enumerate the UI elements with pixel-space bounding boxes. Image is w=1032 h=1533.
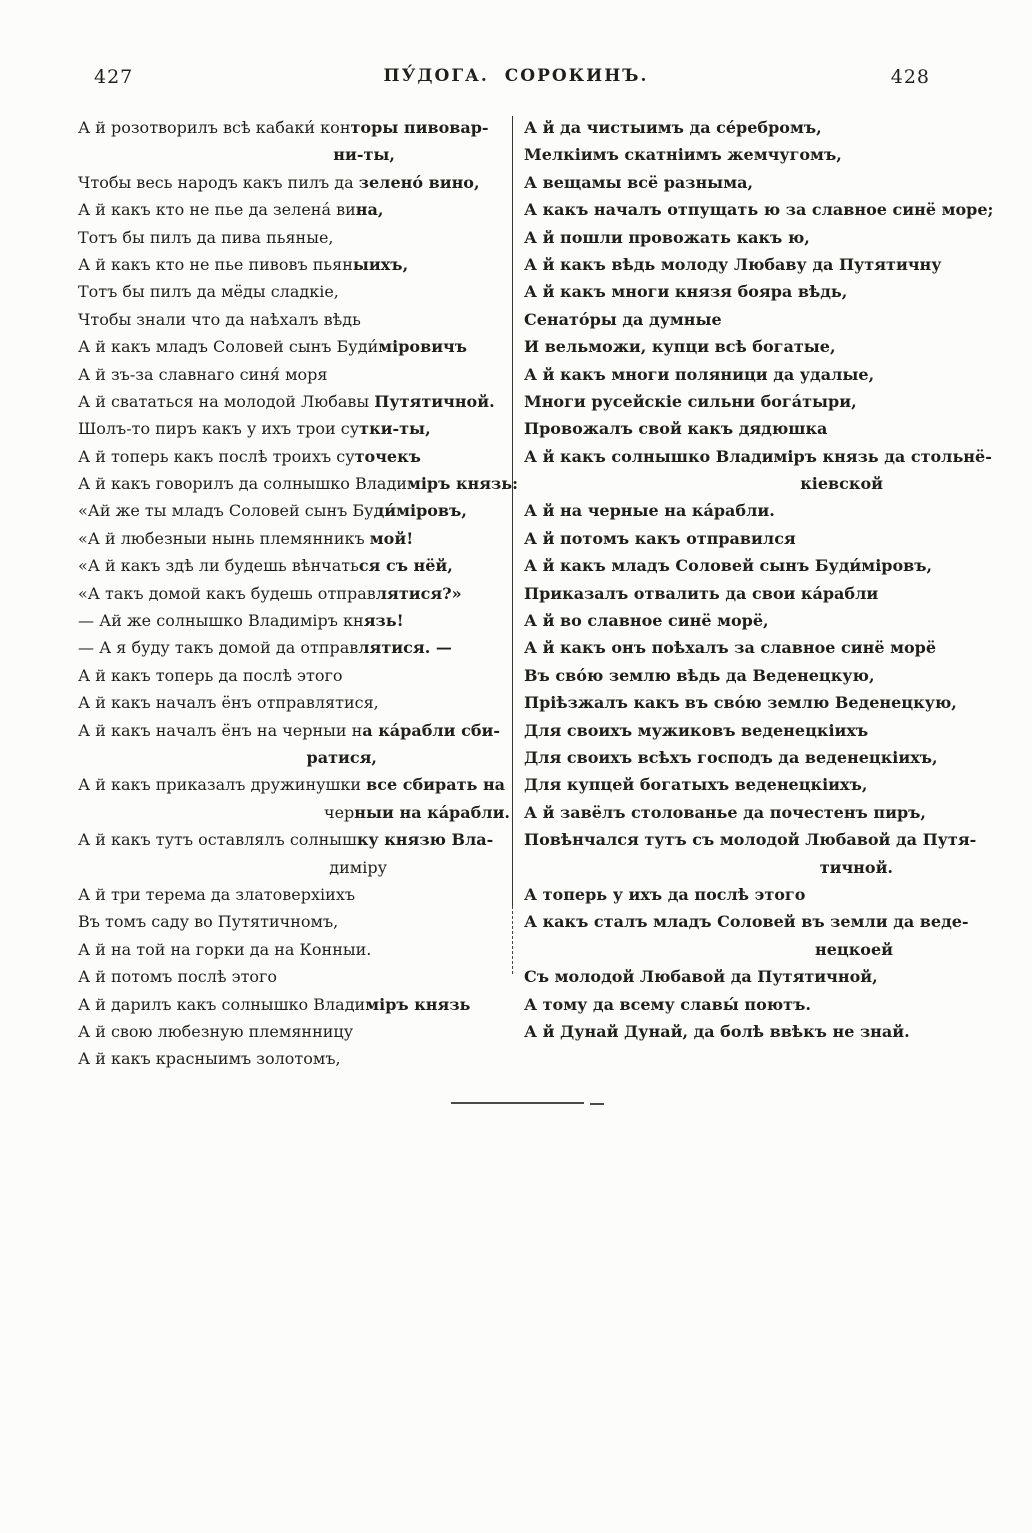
verse-line: Тотъ бы пилъ да мёды сладкіе,: [78, 282, 339, 302]
verse-line: А й зъ-за славнаго синя́ моря: [78, 364, 328, 384]
verse-line: А й Дунай Дунай, да болѣ ввѣкъ не знай.: [524, 1021, 910, 1041]
verse-line: А й топерь какъ послѣ троихъ суточекъ: [78, 446, 421, 466]
verse-line: А й какъ многи князя бояра вѣдь,: [524, 282, 848, 302]
verse-line: Приказалъ отвалить да свои ка́рабли: [524, 583, 879, 603]
verse-line: ратися,: [306, 747, 377, 767]
verse-line: А тому да всему славы́ поютъ.: [524, 994, 811, 1014]
verse-line: А й какъ говорилъ да солнышко Владиміръ князь:: [78, 474, 519, 494]
verse-line: А топерь у ихъ да послѣ этого: [524, 884, 806, 904]
verse-line: А й три терема да златоверхіихъ: [78, 884, 356, 904]
verse-line: А й розотворилъ всѣ кабаки́ конторы пивовар-: [78, 118, 489, 137]
verse-line: А й свататься на молодой Любавы Путятичной.: [78, 391, 495, 411]
verse-line: Повѣнчался тутъ съ молодой Любавой да Путя-: [524, 830, 977, 850]
verse-line: Въ сво́ю землю вѣдь да Веденецкую,: [524, 665, 875, 685]
verse-line: Чтобы весь народъ какъ пилъ да зелено́ вино,: [78, 172, 480, 192]
verse-line: черныи на ка́рабли.: [324, 802, 510, 822]
verse-line: А й какъ многи поляници да удалые,: [524, 364, 875, 384]
verse-line: А й потомъ какъ отправился: [524, 528, 796, 548]
verse-line: А й потомъ послѣ этого: [78, 967, 278, 987]
verse-line: А й какъ тутъ оставлялъ солнышку князю Вла-: [78, 830, 494, 850]
verse-line: А й какъ началъ ёнъ на черныи на ка́рабли сби-: [78, 720, 501, 740]
section-divider-dash: [590, 1103, 604, 1105]
verse-line: диміру: [329, 857, 387, 877]
column-divider-line: [512, 116, 513, 906]
verse-line: А й дарилъ какъ солнышко Владиміръ князь: [78, 994, 471, 1014]
verse-line: Мелкіимъ скатніимъ жемчугомъ,: [524, 145, 842, 165]
verse-line: ни-ты,: [333, 145, 395, 165]
verse-line: А какъ началъ отпущать ю за славное синё море;: [524, 200, 994, 220]
verse-line: Провожалъ свой какъ дядюшка: [524, 419, 828, 439]
verse-line: нецкоей: [815, 939, 893, 959]
verse-line: А й какъ кто не пье пивовъ пьяныихъ,: [78, 254, 409, 274]
verse-line: тичной.: [819, 857, 893, 877]
column-divider-line-dashed: [512, 906, 513, 974]
verse-line: Для своихъ всѣхъ господъ да веденецкіихъ,: [524, 747, 938, 767]
verse-line: А какъ сталъ младъ Соловей въ земли да веде-: [524, 912, 969, 932]
verse-line: А й да чистыимъ да се́ребромъ,: [524, 118, 822, 137]
verse-line: И вельможи, купци всѣ богатые,: [524, 337, 836, 357]
verse-line: — А я буду такъ домой да отправлятися. —: [78, 638, 452, 658]
page-number-left: 427: [94, 66, 134, 88]
verse-line: А вещамы всё разныма,: [524, 172, 754, 192]
verse-line: «А й любезныи нынь племянникъ мой!: [78, 528, 414, 548]
verse-line: «Ай же ты младъ Соловей сынъ Буди́міровъ,: [78, 501, 467, 521]
verse-line: А й завёлъ столованье да почестенъ пиръ,: [524, 802, 926, 822]
verse-line: А й какъ приказалъ дружинушки все сбирать на: [78, 775, 506, 795]
verse-line: Для купцей богатыхъ веденецкіихъ,: [524, 775, 868, 795]
verse-line: А й какъ онъ поѣхалъ за славное синё морё: [524, 638, 937, 658]
verse-line: А й свою любезную племянницу: [78, 1021, 354, 1041]
verse-line: Шолъ-то пиръ какъ у ихъ трои сутки-ты,: [78, 419, 431, 439]
verse-line: А й во славное синё морё,: [524, 611, 769, 631]
verse-line: А й какъ кто не пье да зелена́ вина,: [78, 200, 384, 220]
verse-line: А й какъ красныимъ золотомъ,: [78, 1049, 341, 1069]
verse-line: «А й какъ здѣ ли будешь вѣнчаться съ нёй,: [78, 556, 453, 576]
verse-line: Съ молодой Любавой да Путятичной,: [524, 967, 878, 987]
verse-line: А й на черные на ка́рабли.: [524, 501, 775, 521]
verse-line: А й какъ топерь да послѣ этого: [78, 665, 343, 685]
verse-line: А й на той на горки да на Конныи.: [78, 939, 372, 959]
verse-column-left: [78, 114, 519, 1073]
verse-line: Для своихъ мужиковъ веденецкіихъ: [524, 720, 869, 740]
verse-line: Чтобы знали что да наѣхалъ вѣдь: [78, 309, 361, 329]
verse-line: А й какъ началъ ёнъ отправлятися,: [78, 693, 379, 713]
verse-line: А й какъ младъ Соловей сынъ Буди́міровичъ: [78, 337, 468, 357]
verse-line: Тотъ бы пилъ да пива пьяные,: [78, 227, 334, 247]
verse-line: «А такъ домой какъ будешь отправлятися?»: [78, 583, 462, 603]
verse-line: А й какъ солнышко Владиміръ князь да стольнё-: [524, 446, 992, 466]
verse-line: — Ай же солнышко Владиміръ князь!: [78, 611, 404, 631]
verse-line: А й какъ вѣдь молоду Любаву да Путятичну: [524, 254, 942, 274]
verse-line: А й какъ младъ Соловей сынъ Буди́міровъ,: [524, 556, 933, 576]
section-divider-rule: [451, 1102, 584, 1104]
page-number-right: 428: [890, 66, 930, 88]
verse-line: Сенато́ры да думные: [524, 309, 722, 329]
verse-line: Пріѣзжалъ какъ въ сво́ю землю Веденецкую,: [524, 693, 957, 713]
verse-line: Многи русейскіе сильни бога́тыри,: [524, 391, 857, 411]
verse-column-right: [524, 114, 994, 1045]
running-title: ПУ́ДОГА. СОРОКИНЪ.: [383, 66, 649, 86]
verse-line: А й пошли провожать какъ ю,: [524, 227, 810, 247]
verse-line: Въ томъ саду во Путятичномъ,: [78, 912, 339, 932]
verse-line: кіевской: [800, 474, 883, 494]
